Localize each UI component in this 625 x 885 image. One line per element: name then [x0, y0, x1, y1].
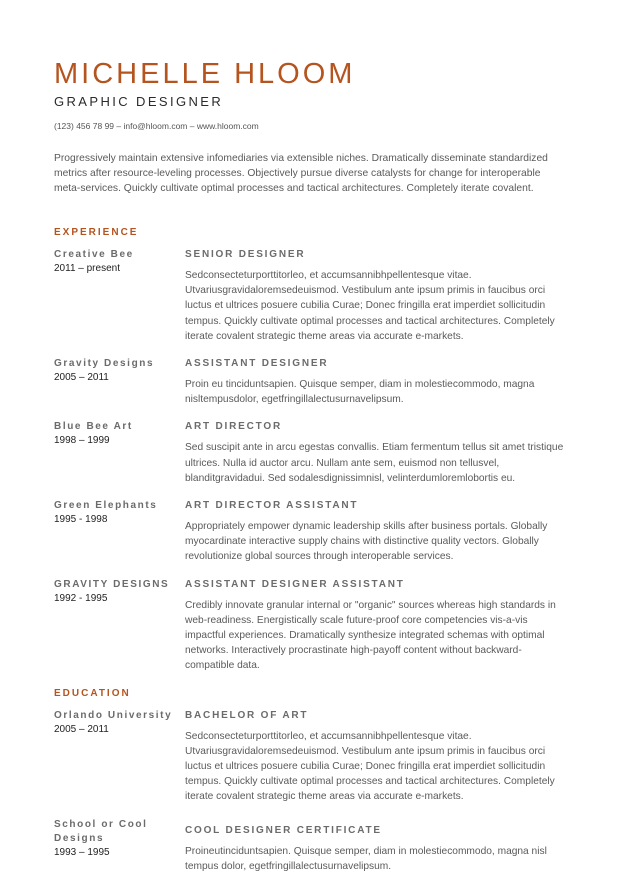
entry-left — [54, 420, 185, 486]
entry-right — [185, 818, 570, 874]
employer-name: Blue Bee Art — [54, 421, 133, 433]
entry-right — [185, 420, 570, 486]
entry-left — [54, 709, 185, 805]
degree-title: BACHELOR OF ART — [185, 709, 309, 721]
degree-description: Proineutinciduntsapien. Quisque semper, diam in molestiecommodo, magna nisl tempus dolor, egetfringillalectusurnavelipsum. — [185, 845, 547, 872]
education-heading: EDUCATION — [54, 687, 131, 699]
entry-left — [54, 818, 185, 874]
employer-name: Green Elephants — [54, 500, 158, 512]
experience-entry — [54, 248, 574, 344]
role-description: Sedconsecteturporttitorleo, et accumsannibhpellentesque vitae. Utvariusgravidaloremsedeuismod. Vestibulum ante ipsum primis in faucibus orci luctus et ultrices posuere cubilia Curae; Donec fringilla erat imperdiet sollicitudin tempus. Quickly cultivate optimal processes and tactical architectures. Completely iterate covalent strategic theme areas via accurate e-markets. — [185, 270, 555, 342]
education-dates: 2005 – 2011 — [54, 723, 109, 735]
employer-name: Gravity Designs — [54, 358, 155, 370]
degree-description: Sedconsecteturporttitorleo, et accumsannibhpellentesque vitae. Utvariusgravidaloremsedeuismod. Vestibulum ante ipsum primis in faucibus orci luctus et ultrices posuere cubilia Curae; Donec fringilla erat imperdiet sollicitudin tempus. Quickly cultivate optimal processes and tactical architectures. Completely iterate covalent strategic theme areas via accurate e-markets. — [185, 730, 555, 803]
role-description: Proin eu tinciduntsapien. Quisque semper, diam in molestiecommodo, magna nisltempusdolor, egetfringillalectusurnavelipsum. — [185, 379, 535, 406]
role-title: ASSISTANT DESIGNER ASSISTANT — [185, 578, 405, 590]
education-entry — [54, 818, 574, 874]
role-title: ART DIRECTOR ASSISTANT — [185, 500, 359, 512]
entry-right — [185, 578, 570, 674]
entry-left — [54, 578, 185, 674]
contact-line: (123) 456 78 99 – info@hloom.com – www.hloom.com — [54, 121, 259, 131]
entry-right — [185, 248, 570, 344]
education-entry — [54, 709, 574, 805]
entry-right — [185, 499, 570, 565]
employment-dates: 1995 - 1998 — [54, 514, 108, 526]
entry-left — [54, 499, 185, 565]
school-name: Orlando University — [54, 709, 173, 721]
experience-entry — [54, 420, 574, 486]
education-dates: 1993 – 1995 — [54, 846, 110, 858]
experience-entry — [54, 357, 574, 407]
role-title: ART DIRECTOR — [185, 421, 282, 433]
job-title: GRAPHIC DESIGNER — [54, 94, 224, 109]
school-name: School or Cool Designs — [54, 818, 148, 844]
employer-name: Creative Bee — [54, 249, 134, 260]
entry-right — [185, 357, 570, 407]
entry-right — [185, 709, 570, 805]
role-description: Credibly innovate granular internal or "organic" sources whereas high standards in web-readiness. Energistically scale future-proof core competencies vis-a-vis impactful experiences. Dramatically synthesize integrated schemas with optimal networks. Interactively procrastinate high-payoff content without backward-compatible data. — [185, 599, 556, 672]
entry-left — [54, 248, 185, 344]
experience-entry — [54, 499, 574, 565]
employment-dates: 1998 – 1999 — [54, 435, 110, 447]
role-description: Sed suscipit ante in arcu egestas convallis. Etiam fermentum tellus sit amet tristique ultrices. Nulla id auctor arcu. Nullam ante sem, euismod non tellusvel, blanditgravidadui. Sed sodalesdignissimnisl, velinterdumloremlobortis eu. — [185, 442, 564, 484]
role-description: Appropriately empower dynamic leadership skills after business portals. Globally myocardinate interactive supply chains with distinctive quality vectors. Globally revolutionize global sources through interoperable services. — [185, 521, 548, 563]
employment-dates: 2011 – present — [54, 263, 120, 274]
experience-entry — [54, 578, 574, 674]
employment-dates: 1992 - 1995 — [54, 592, 108, 604]
resume-page — [54, 58, 574, 874]
entry-left — [54, 357, 185, 407]
role-title: ASSISTANT DESIGNER — [185, 358, 329, 370]
candidate-name: MICHELLE HLOOM — [54, 58, 356, 90]
summary-paragraph: Progressively maintain extensive infomediaries via extensible niches. Dramatically disseminate standardized metrics after resource-leveling processes. Objectively pursue diverse catalysts for change for interoperable meta-services. Quickly cultivate optimal processes and tactical architectures. Completely iterate covalent. — [54, 153, 548, 194]
employment-dates: 2005 – 2011 — [54, 372, 109, 384]
experience-heading: EXPERIENCE — [54, 227, 139, 238]
degree-title: COOL DESIGNER CERTIFICATE — [185, 824, 382, 836]
role-title: SENIOR DESIGNER — [185, 249, 306, 260]
employer-name: GRAVITY DESIGNS — [54, 578, 170, 590]
